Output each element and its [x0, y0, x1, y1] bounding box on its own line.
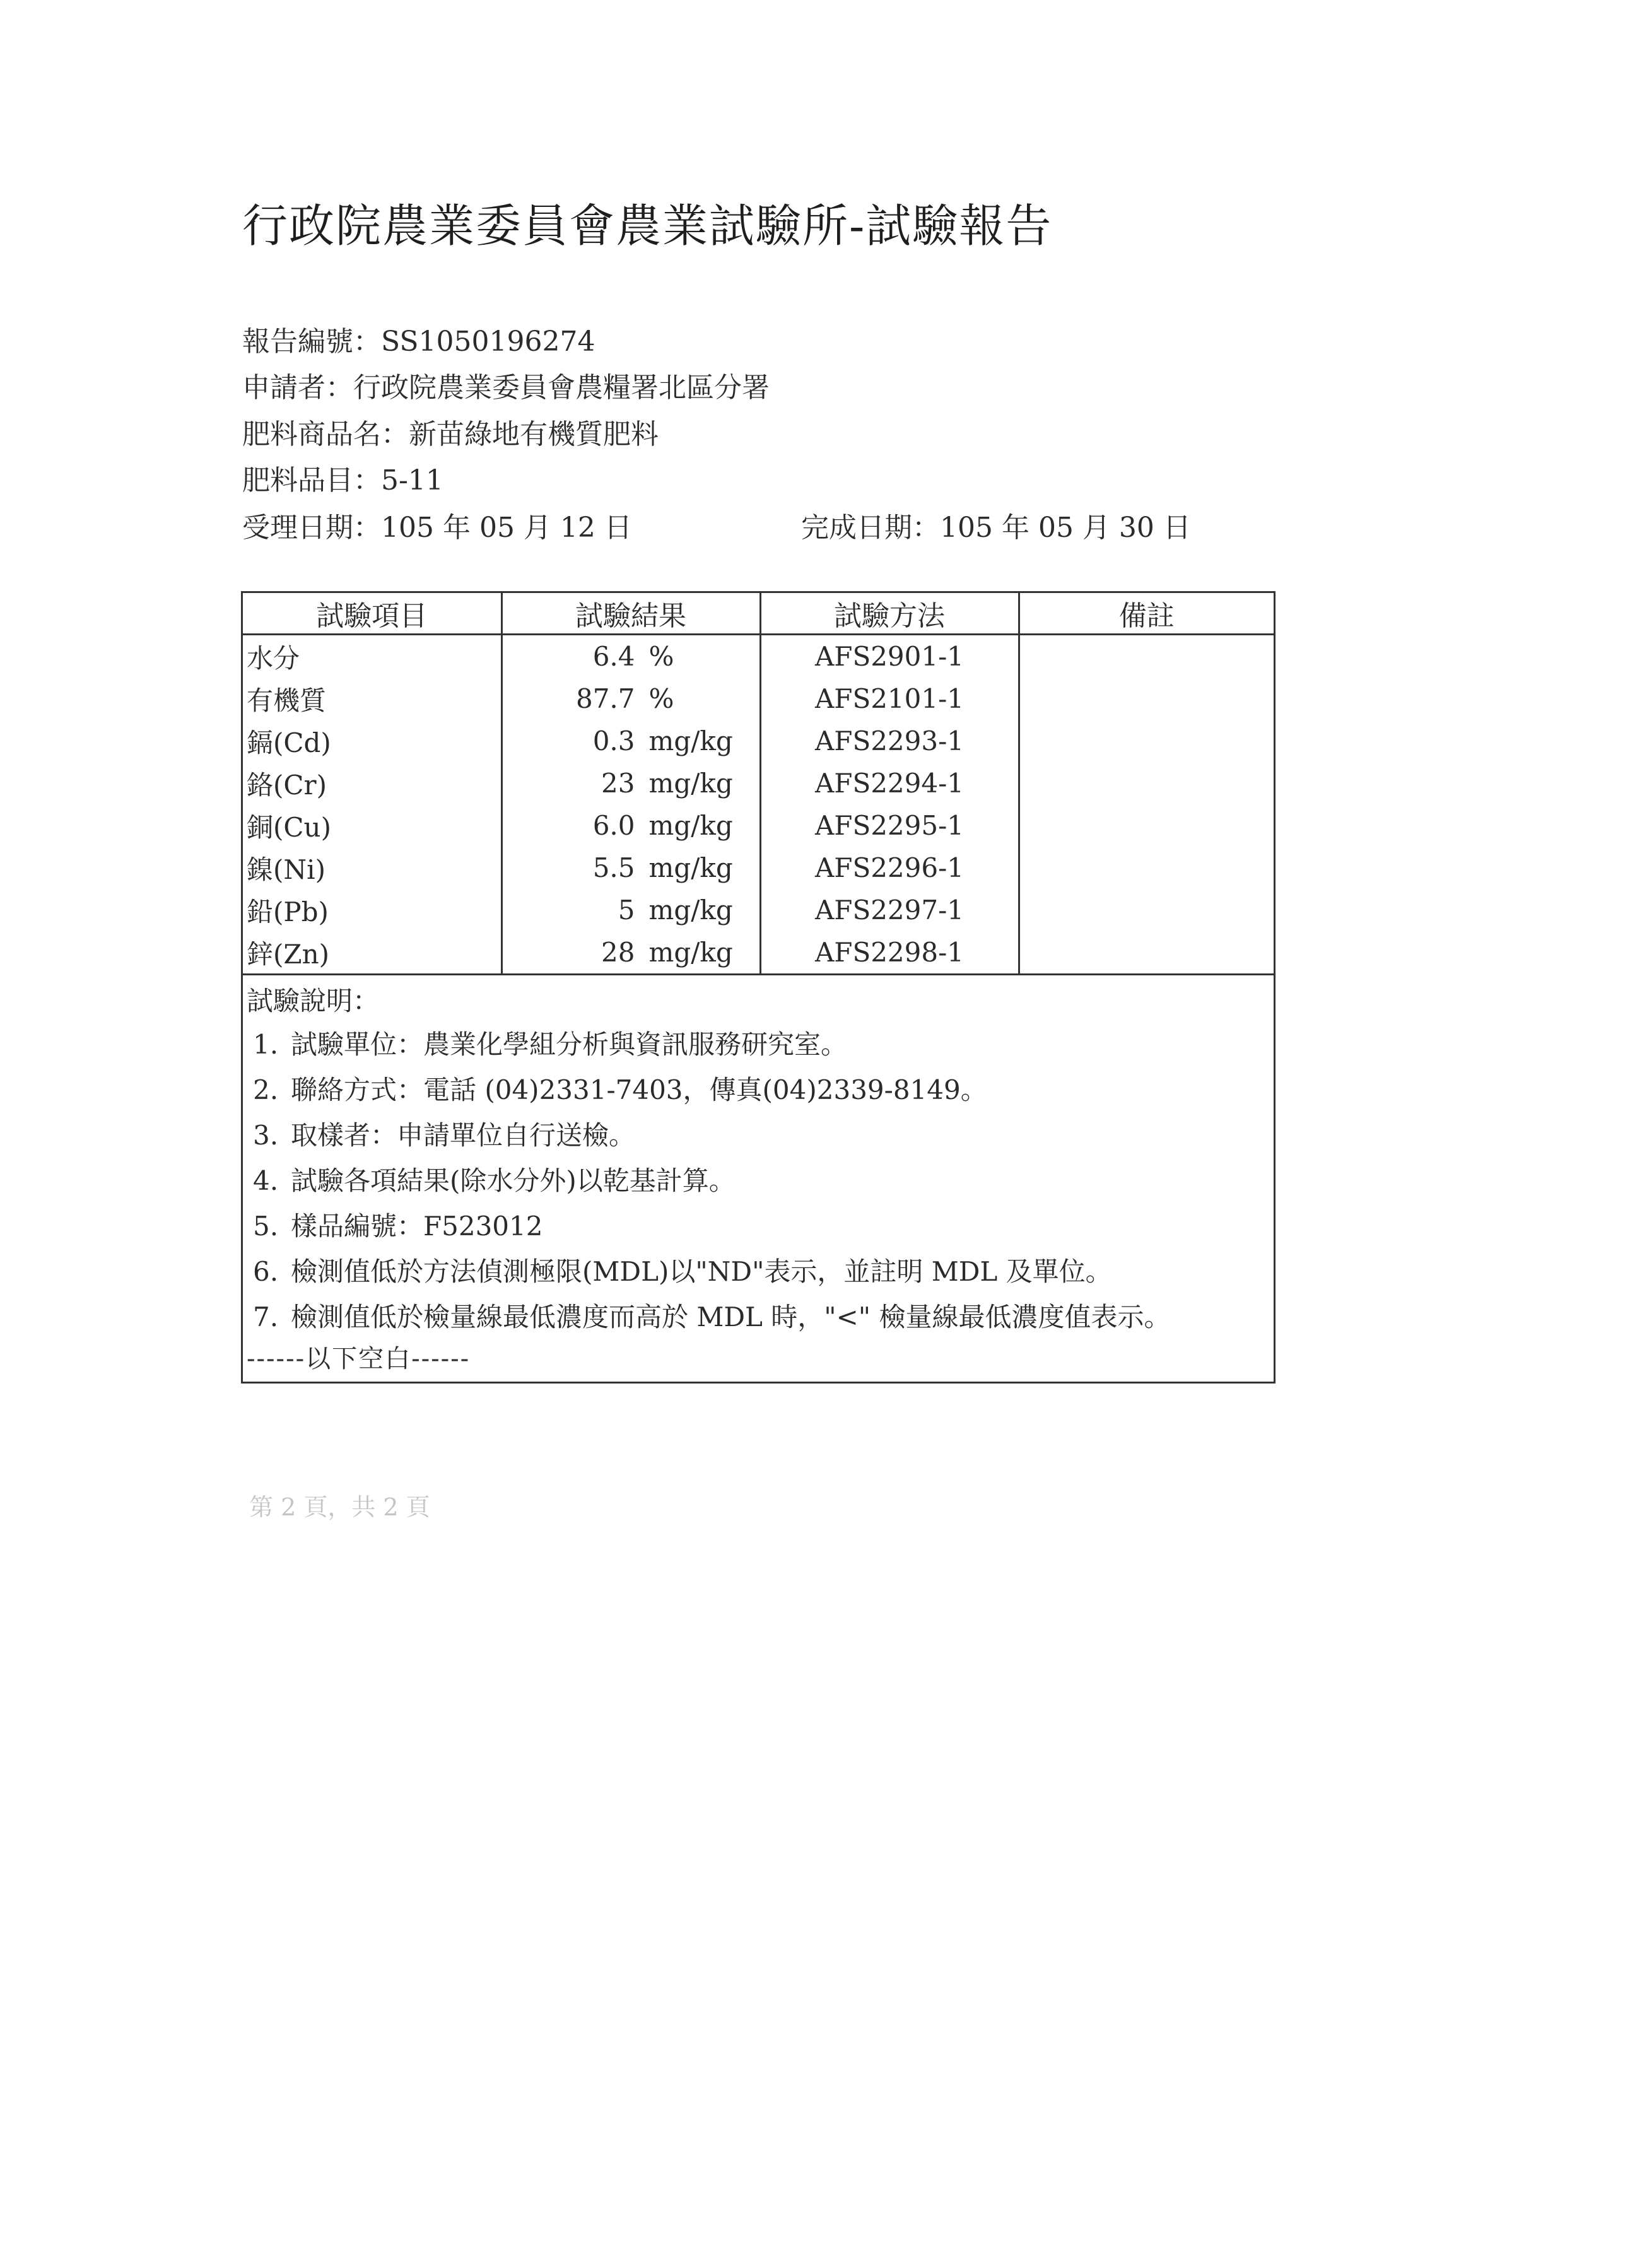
notes-heading: 試驗說明： — [247, 985, 380, 1016]
row-method: AFS2297-1 — [760, 889, 1019, 931]
page-number-footer: 第 2 頁，共 2 頁 — [249, 1493, 430, 1521]
note-number: 6. — [253, 1256, 279, 1287]
note-number: 4. — [253, 1165, 279, 1196]
row-method: AFS2101-1 — [760, 678, 1019, 720]
result-value: 6.0 — [592, 810, 635, 841]
header-test-result: 試驗結果 — [501, 593, 760, 635]
note-number: 3. — [253, 1120, 279, 1151]
header-remarks: 備註 — [1019, 593, 1274, 635]
received-date-line — [242, 505, 632, 545]
row-method: AFS2293-1 — [760, 720, 1019, 762]
row-result — [501, 720, 760, 762]
completed-date-value: 105 年 05 月 30 日 — [940, 512, 1191, 544]
report-title: 行政院農業委員會農業試驗所-試驗報告 — [242, 199, 1053, 252]
row-result — [501, 847, 760, 889]
product-name-value: 新苗綠地有機質肥料 — [409, 418, 659, 450]
result-unit: mg/kg — [648, 895, 733, 925]
row-item: 鉛(Pb) — [243, 889, 501, 931]
result-value: 87.7 — [575, 683, 635, 714]
result-unit: % — [648, 683, 674, 714]
result-unit: mg/kg — [648, 768, 733, 799]
row-item: 鎘(Cd) — [243, 720, 501, 762]
note-number: 2. — [253, 1074, 279, 1105]
applicant-line — [242, 365, 770, 405]
row-remark — [1019, 931, 1274, 973]
note-item — [247, 1022, 1274, 1067]
table-row — [243, 847, 1274, 889]
result-value: 5.5 — [592, 852, 635, 883]
product-name-line — [242, 411, 659, 452]
result-value: 0.3 — [592, 726, 635, 756]
report-number-label: 報告編號： — [242, 326, 381, 358]
row-method: AFS2296-1 — [760, 847, 1019, 889]
row-method: AFS2294-1 — [760, 762, 1019, 804]
note-number: 5. — [253, 1211, 279, 1242]
row-remark — [1019, 804, 1274, 847]
row-result — [501, 678, 760, 720]
completed-date-label: 完成日期： — [801, 512, 940, 544]
table-row — [243, 720, 1274, 762]
row-remark — [1019, 635, 1274, 678]
row-item: 鎳(Ni) — [243, 847, 501, 889]
table-row — [243, 889, 1274, 931]
row-result — [501, 931, 760, 973]
blank-below-marker: ------以下空白------ — [247, 1344, 471, 1373]
result-value: 5 — [618, 895, 635, 925]
product-name-label: 肥料商品名： — [242, 418, 409, 450]
row-result — [501, 804, 760, 847]
applicant-label: 申請者： — [242, 372, 353, 404]
fertilizer-category-value: 5-11 — [381, 464, 443, 496]
result-unit: mg/kg — [648, 937, 733, 968]
result-unit: mg/kg — [648, 726, 733, 756]
test-notes-section — [243, 973, 1274, 1382]
result-value: 23 — [601, 768, 635, 799]
table-row — [243, 635, 1274, 678]
row-item: 鉻(Cr) — [243, 762, 501, 804]
table-row — [243, 762, 1274, 804]
note-item — [247, 1067, 1274, 1113]
note-number: 7. — [253, 1301, 279, 1332]
row-method: AFS2295-1 — [760, 804, 1019, 847]
table-row — [243, 678, 1274, 720]
result-unit: % — [648, 641, 674, 672]
note-text: 試驗單位：農業化學組分析與資訊服務研究室。 — [291, 1029, 848, 1060]
row-remark — [1019, 889, 1274, 931]
report-number-value: SS1050196274 — [381, 326, 595, 358]
note-text: 檢測值低於檢量線最低濃度而高於 MDL 時，"<" 檢量線最低濃度值表示。 — [291, 1301, 1171, 1332]
row-remark — [1019, 847, 1274, 889]
note-text: 試驗各項結果(除水分外)以乾基計算。 — [291, 1165, 736, 1196]
note-item — [247, 1249, 1274, 1295]
row-item: 鋅(Zn) — [243, 931, 501, 973]
completed-date-line — [801, 505, 1191, 545]
header-test-method: 試驗方法 — [760, 593, 1019, 635]
row-item: 水分 — [243, 635, 501, 678]
row-item: 有機質 — [243, 678, 501, 720]
result-value: 6.4 — [592, 641, 635, 672]
test-results-table — [241, 591, 1275, 1384]
note-item — [247, 1113, 1274, 1158]
row-result — [501, 889, 760, 931]
note-text: 取樣者：申請單位自行送檢。 — [291, 1120, 636, 1151]
result-unit: mg/kg — [648, 810, 733, 841]
note-number: 1. — [253, 1029, 279, 1060]
received-date-label: 受理日期： — [242, 512, 381, 544]
row-method: AFS2298-1 — [760, 931, 1019, 973]
table-row — [243, 931, 1274, 973]
table-row — [243, 804, 1274, 847]
header-test-item: 試驗項目 — [243, 593, 501, 635]
row-item: 銅(Cu) — [243, 804, 501, 847]
note-text: 檢測值低於方法偵測極限(MDL)以"ND"表示，並註明 MDL 及單位。 — [291, 1256, 1112, 1287]
row-remark — [1019, 720, 1274, 762]
fertilizer-category-line — [242, 457, 443, 498]
row-result — [501, 635, 760, 678]
result-unit: mg/kg — [648, 852, 733, 883]
note-text: 樣品編號：F523012 — [291, 1211, 543, 1242]
row-method: AFS2901-1 — [760, 635, 1019, 678]
note-item — [247, 1158, 1274, 1204]
row-remark — [1019, 678, 1274, 720]
row-remark — [1019, 762, 1274, 804]
note-item — [247, 1295, 1274, 1340]
note-item — [247, 1204, 1274, 1249]
row-result — [501, 762, 760, 804]
received-date-value: 105 年 05 月 12 日 — [381, 512, 632, 544]
applicant-value: 行政院農業委員會農糧署北區分署 — [353, 372, 770, 404]
fertilizer-category-label: 肥料品目： — [242, 464, 381, 496]
report-number-line — [242, 319, 595, 359]
note-text: 聯絡方式：電話 (04)2331-7403，傳真(04)2339-8149。 — [291, 1074, 987, 1105]
result-value: 28 — [601, 937, 635, 968]
table-header-row — [243, 593, 1274, 635]
